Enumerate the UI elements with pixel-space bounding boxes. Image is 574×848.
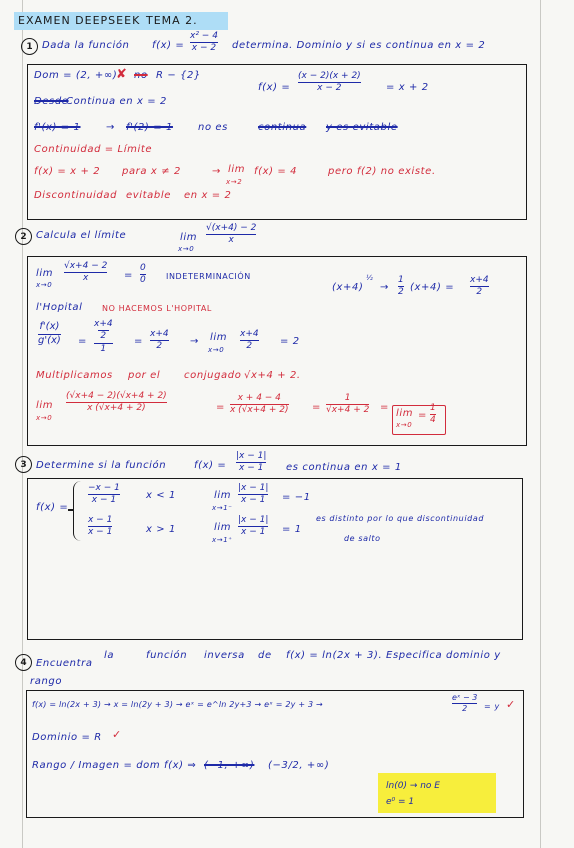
q2-r-lim: lim xyxy=(210,332,228,343)
q4-domain: Dominio = R xyxy=(32,732,102,743)
q1-lim-sub: x→2 xyxy=(226,178,243,186)
checkmark-icon: ✓ xyxy=(506,698,516,711)
q2-row1-eq: = xyxy=(124,270,133,281)
q4-prompt-fx: f(x) = ln(2x + 3). Especifica dominio y xyxy=(286,650,501,661)
q1-domain-alt: R − {2} xyxy=(156,70,201,81)
exam-tema: TEMA 2. xyxy=(146,14,198,27)
q2-row1-fraction: √x+4 − 2 x xyxy=(64,261,108,284)
q1-fx-fraction: (x − 2)(x + 2) x − 2 xyxy=(298,71,361,94)
q2-r-a: x+4 2 1 xyxy=(94,319,113,354)
q3-l2-fraction: |x − 1| x − 1 xyxy=(238,515,269,538)
q1-evitable: evitable xyxy=(126,190,171,201)
q4-prompt-la: la xyxy=(104,650,115,661)
q1-deriv-no: no es xyxy=(198,122,228,133)
q2-ans-sub: x→0 xyxy=(396,421,413,429)
q2-por: por el xyxy=(128,370,161,381)
q1-domain: Dom = (2, +∞) xyxy=(34,70,118,81)
q2-conj-expr: √x+4 + 2. xyxy=(244,370,301,381)
q2-c-lim: lim xyxy=(36,400,54,411)
sticky-note-line-1: ln(0) → no E xyxy=(386,781,440,791)
q2-side-exp: ½ xyxy=(366,274,374,282)
q2-r-result: = 2 xyxy=(280,336,300,347)
question-number-4: 4 xyxy=(15,654,32,671)
q2-row1-lim: lim xyxy=(36,268,54,279)
q1-cont-strike: Desde xyxy=(34,96,69,107)
q4-range-a: Rango / Imagen = dom f(x) ⇒ xyxy=(32,760,197,771)
cross-mark-icon: ✘ xyxy=(116,67,127,82)
q4-prompt-a: Encuentra xyxy=(36,658,93,669)
q2-arrow: → xyxy=(190,336,199,347)
q1-deriv-strike-b: f'(2) = 1 xyxy=(126,122,173,133)
q2-ans-lim: lim xyxy=(396,408,414,419)
q2-r-c: x+4 2 xyxy=(240,329,259,352)
q4-range-strike: (−1, +∞) xyxy=(204,760,255,771)
q2-c-sub: x→0 xyxy=(36,414,53,422)
q1-fn-fraction: x² − 4 x − 2 xyxy=(190,31,218,54)
q2-no-hacemos: NO HACEMOS L'HOPITAL xyxy=(102,304,212,313)
q1-para: para x ≠ 2 xyxy=(122,166,181,177)
q3-prompt-b: es continua en x = 1 xyxy=(286,462,402,473)
q2-conj: conjugado xyxy=(184,370,242,381)
q2-eq2: = xyxy=(134,336,143,347)
piecewise-brace-tick xyxy=(68,509,74,511)
q1-pero: pero f(2) no existe. xyxy=(328,166,436,177)
exam-title: EXAMEN DEEPSEEK xyxy=(18,14,141,27)
sticky-note xyxy=(378,773,496,813)
q2-lim: lim xyxy=(180,232,198,243)
q2-ans-eq: = xyxy=(418,410,427,421)
q2-fp-gp: f'(x) g'(x) xyxy=(38,321,61,346)
q4-result-fraction: eˣ − 3 2 xyxy=(452,693,478,714)
q3-fx: f(x) = xyxy=(36,502,69,513)
q2-indet: INDETERMINACIÓN xyxy=(166,272,251,281)
q2-ans-fraction: 1 4 xyxy=(430,403,436,426)
q2-c-eq3: = xyxy=(380,402,389,413)
q1-deriv-continua: continua xyxy=(258,122,307,133)
q3-case2-fraction: x − 1 x − 1 xyxy=(88,515,113,538)
q3-fn: f(x) = xyxy=(194,460,227,471)
q2-fraction: √(x+4) − 2 x xyxy=(206,223,257,246)
q3-note-b: de salto xyxy=(344,534,381,543)
q3-prompt-a: Determine si la función xyxy=(36,460,167,471)
q4-prompt-de: de xyxy=(258,650,272,661)
q3-l2: lim xyxy=(214,522,232,533)
q2-lim-sub: x→0 xyxy=(178,245,195,253)
q3-l1: lim xyxy=(214,490,232,501)
q2-c-eq1: = xyxy=(216,402,225,413)
q1-lim-arrow: → xyxy=(212,166,221,177)
checkmark-icon: ✓ xyxy=(112,728,122,741)
q2-zero-fraction: 0 0 xyxy=(140,263,146,286)
q2-c-fraction: (√x+4 − 2)(√x+4 + 2) x (√x+4 + 2) xyxy=(66,391,167,414)
q3-case1-fraction: −x − 1 x − 1 xyxy=(88,483,120,506)
piecewise-brace xyxy=(73,481,84,541)
q2-side-a: (x+4) xyxy=(332,282,364,293)
q4-prompt-inv: inversa xyxy=(204,650,245,661)
q2-r-sub: x→0 xyxy=(208,346,225,354)
question-number-2: 2 xyxy=(15,228,32,245)
q1-continua: Continua en x = 2 xyxy=(66,96,168,107)
question-number-3: 3 xyxy=(15,456,32,473)
q1-lim-eq: f(x) = 4 xyxy=(254,166,298,177)
q1-cont-limite: Continuidad = Límite xyxy=(34,144,153,155)
q2-mult: Multiplicamos xyxy=(36,370,113,381)
q3-case1-cond: x < 1 xyxy=(146,490,177,501)
q1-f-simpl: f(x) = x + 2 xyxy=(34,166,101,177)
q2-hopital: l'Hopital xyxy=(36,302,83,313)
q1-domain-no: no xyxy=(134,70,148,81)
q2-prompt: Calcula el límite xyxy=(36,230,127,241)
question-number-1: 1 xyxy=(21,38,38,55)
q1-fx-rhs: = x + 2 xyxy=(386,82,429,93)
margin-line xyxy=(22,0,23,848)
q2-r-b: x+4 2 xyxy=(150,329,169,352)
q2-side-frac: x+4 2 xyxy=(470,275,489,298)
q3-l1-fraction: |x − 1| x − 1 xyxy=(238,483,269,506)
q1-deriv-strike-a: f'(x) = 1 xyxy=(34,122,81,133)
q1-discont: Discontinuidad xyxy=(34,190,118,201)
q2-c3-fraction: 1 √x+4 + 2 xyxy=(326,393,370,416)
q1-prompt-a: Dada la función xyxy=(42,40,130,51)
q1-lim-word: lim xyxy=(228,164,246,175)
q3-note-a: es distinto por lo que discontinuidad xyxy=(316,514,484,523)
q1-deriv-arrow: → xyxy=(106,122,115,133)
q1-en: en x = 2 xyxy=(184,190,232,201)
q2-eq1: = xyxy=(78,336,87,347)
q1-deriv-strike-c: y es evitable xyxy=(326,122,398,133)
q3-fn-fraction: |x − 1| x − 1 xyxy=(236,451,267,474)
q2-side-half: 1 2 xyxy=(398,275,404,298)
q3-case2-cond: x > 1 xyxy=(146,524,177,535)
margin-line xyxy=(540,0,541,848)
q1-prompt-b: determina. Dominio y si es continua en x = 2 xyxy=(232,40,486,51)
q1-fn-lhs: f(x) = xyxy=(152,40,185,51)
q1-fx-lhs: f(x) = xyxy=(258,82,291,93)
q4-res-eq: = y xyxy=(484,702,500,711)
q2-side-b: (x+4) = xyxy=(410,282,455,293)
q3-l1-val: = −1 xyxy=(282,492,311,503)
q2-c-eq2: = xyxy=(312,402,321,413)
q2-side-arrow: → xyxy=(380,282,389,293)
q3-l2-val: = 1 xyxy=(282,524,302,535)
q2-row1-sub: x→0 xyxy=(36,281,53,289)
q2-c2-fraction: x + 4 − 4 x (√x+4 + 2) xyxy=(230,393,289,416)
q4-range-b: (−3/2, +∞) xyxy=(268,760,330,771)
q4-chain: f(x) = ln(2x + 3) → x = ln(2y + 3) → eˣ = e^ln 2y+3 → eˣ = 2y + 3 → xyxy=(32,700,323,709)
q3-l2-sub: x→1⁺ xyxy=(212,536,233,544)
q4-prompt-rango: rango xyxy=(30,676,63,687)
q3-l1-sub: x→1⁻ xyxy=(212,504,233,512)
sticky-note-line-2: e⁰ = 1 xyxy=(386,797,415,807)
q4-prompt-func: función xyxy=(146,650,188,661)
